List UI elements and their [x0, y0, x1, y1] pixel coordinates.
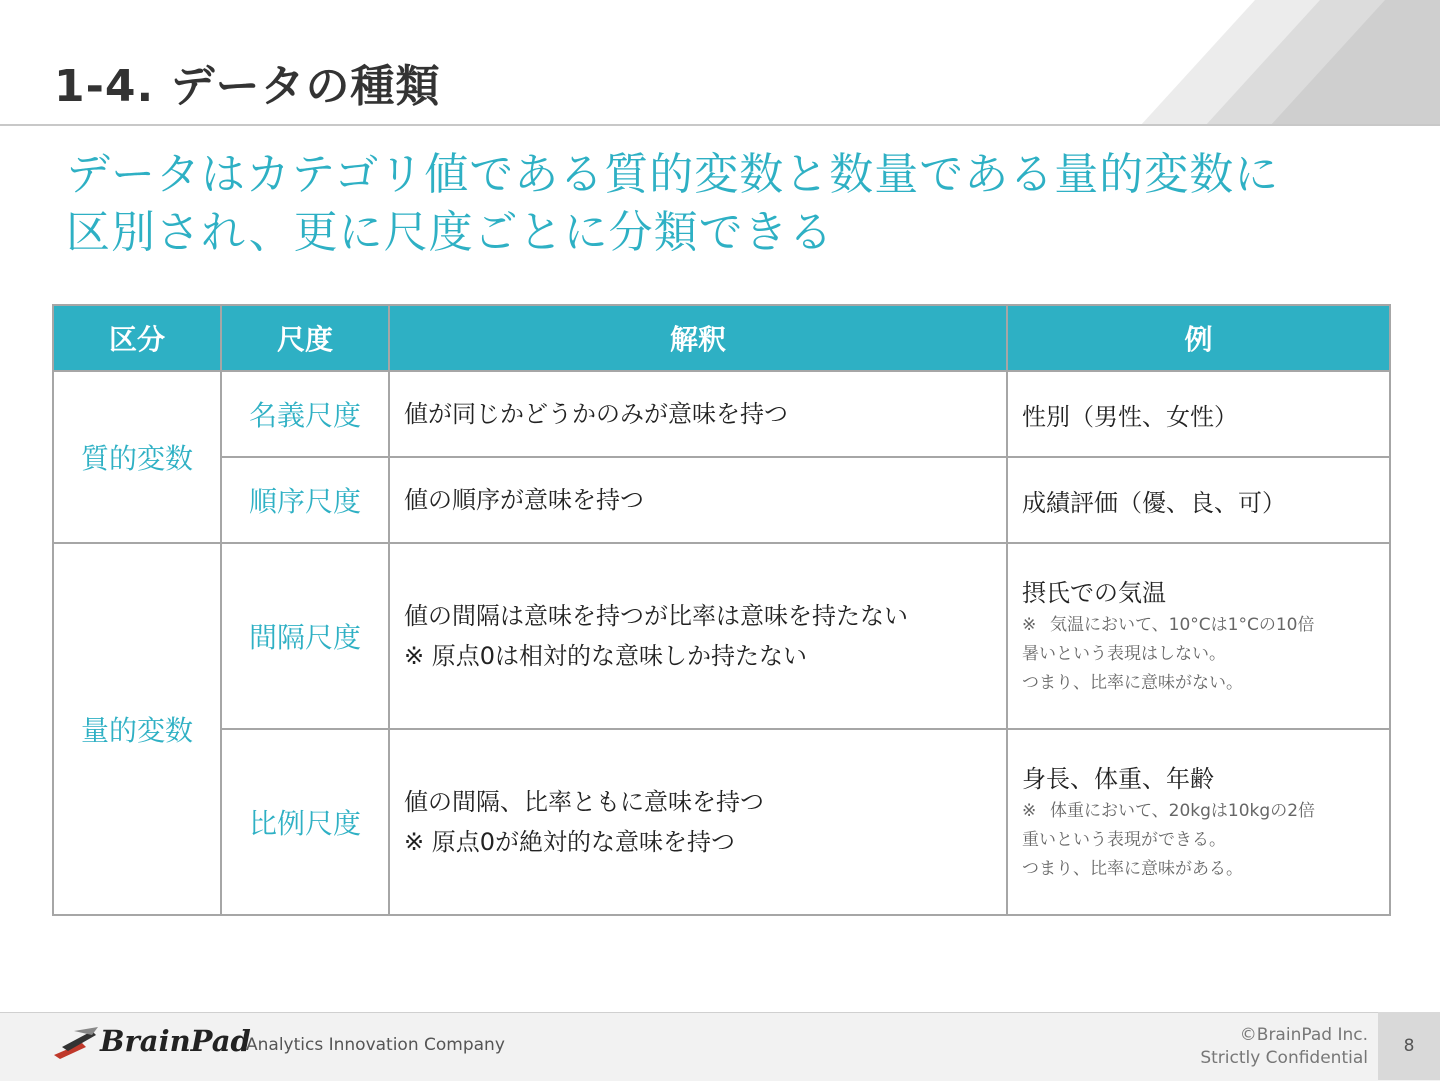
example-main: 摂氏での気温 [1022, 578, 1166, 607]
note-mark: ※ [1022, 800, 1037, 821]
page-title: 1-4. データの種類 [54, 61, 441, 112]
header-scale: 尺度 [221, 305, 389, 371]
note-line: 重いという表現ができる。 [1022, 829, 1226, 850]
brand-tagline: Analytics Innovation Company [246, 1035, 505, 1055]
note-line: つまり、比率に意味がない。 [1022, 672, 1243, 693]
header-example: 例 [1007, 305, 1390, 371]
note-line: 気温において、10°Cは1°Cの10倍 [1050, 614, 1315, 635]
desc-ordinal: 値の順序が意味を持つ [389, 457, 1007, 543]
table-row [53, 371, 1390, 457]
scale-nominal: 名義尺度 [221, 371, 389, 457]
scale-ratio: 比例尺度 [221, 729, 389, 915]
category-quantitative: 量的変数 [53, 543, 221, 915]
header-interpretation: 解釈 [389, 305, 1007, 371]
header-decoration [1020, 0, 1440, 126]
example-note [1022, 611, 1375, 698]
title-divider [0, 124, 1440, 126]
desc-line: ※ 原点0が絶対的な意味を持つ [404, 828, 736, 856]
example-ratio [1007, 729, 1390, 915]
copyright: ©BrainPad Inc. [1239, 1025, 1368, 1045]
desc-line: ※ 原点0は相対的な意味しか持たない [404, 642, 808, 670]
example-nominal: 性別（男性、女性） [1007, 371, 1390, 457]
scale-ordinal: 順序尺度 [221, 457, 389, 543]
subtitle-line-2: 区別され、更に尺度ごとに分類できる [66, 207, 834, 258]
desc-interval [389, 543, 1007, 729]
confidential-label: Strictly Confidential [1200, 1048, 1368, 1068]
desc-ratio [389, 729, 1007, 915]
example-main: 身長、体重、年齢 [1022, 764, 1214, 793]
page-subtitle [66, 146, 1386, 262]
scale-interval: 間隔尺度 [221, 543, 389, 729]
note-line: 暑いという表現はしない。 [1022, 643, 1226, 664]
example-interval [1007, 543, 1390, 729]
table-row [53, 729, 1390, 915]
note-line: 体重において、20kgは10kgの2倍 [1050, 800, 1316, 821]
example-ordinal: 成績評価（優、良、可） [1007, 457, 1390, 543]
table-header-row [53, 305, 1390, 371]
desc-nominal: 値が同じかどうかのみが意味を持つ [389, 371, 1007, 457]
desc-line: 値の間隔、比率ともに意味を持つ [404, 788, 764, 816]
note-line: つまり、比率に意味がある。 [1022, 858, 1243, 879]
table-row [53, 543, 1390, 729]
note-mark: ※ [1022, 614, 1037, 635]
desc-line: 値の間隔は意味を持つが比率は意味を持たない [404, 602, 908, 630]
category-qualitative: 質的変数 [53, 371, 221, 543]
data-types-table [52, 304, 1391, 916]
copyright-block [1200, 1024, 1368, 1070]
table-row [53, 457, 1390, 543]
header-category: 区分 [53, 305, 221, 371]
subtitle-line-1: データはカテゴリ値である質的変数と数量である量的変数に [66, 149, 1280, 200]
page-number: 8 [1403, 1036, 1415, 1056]
example-note [1022, 797, 1375, 884]
brand-name: BrainPad [100, 1024, 251, 1058]
